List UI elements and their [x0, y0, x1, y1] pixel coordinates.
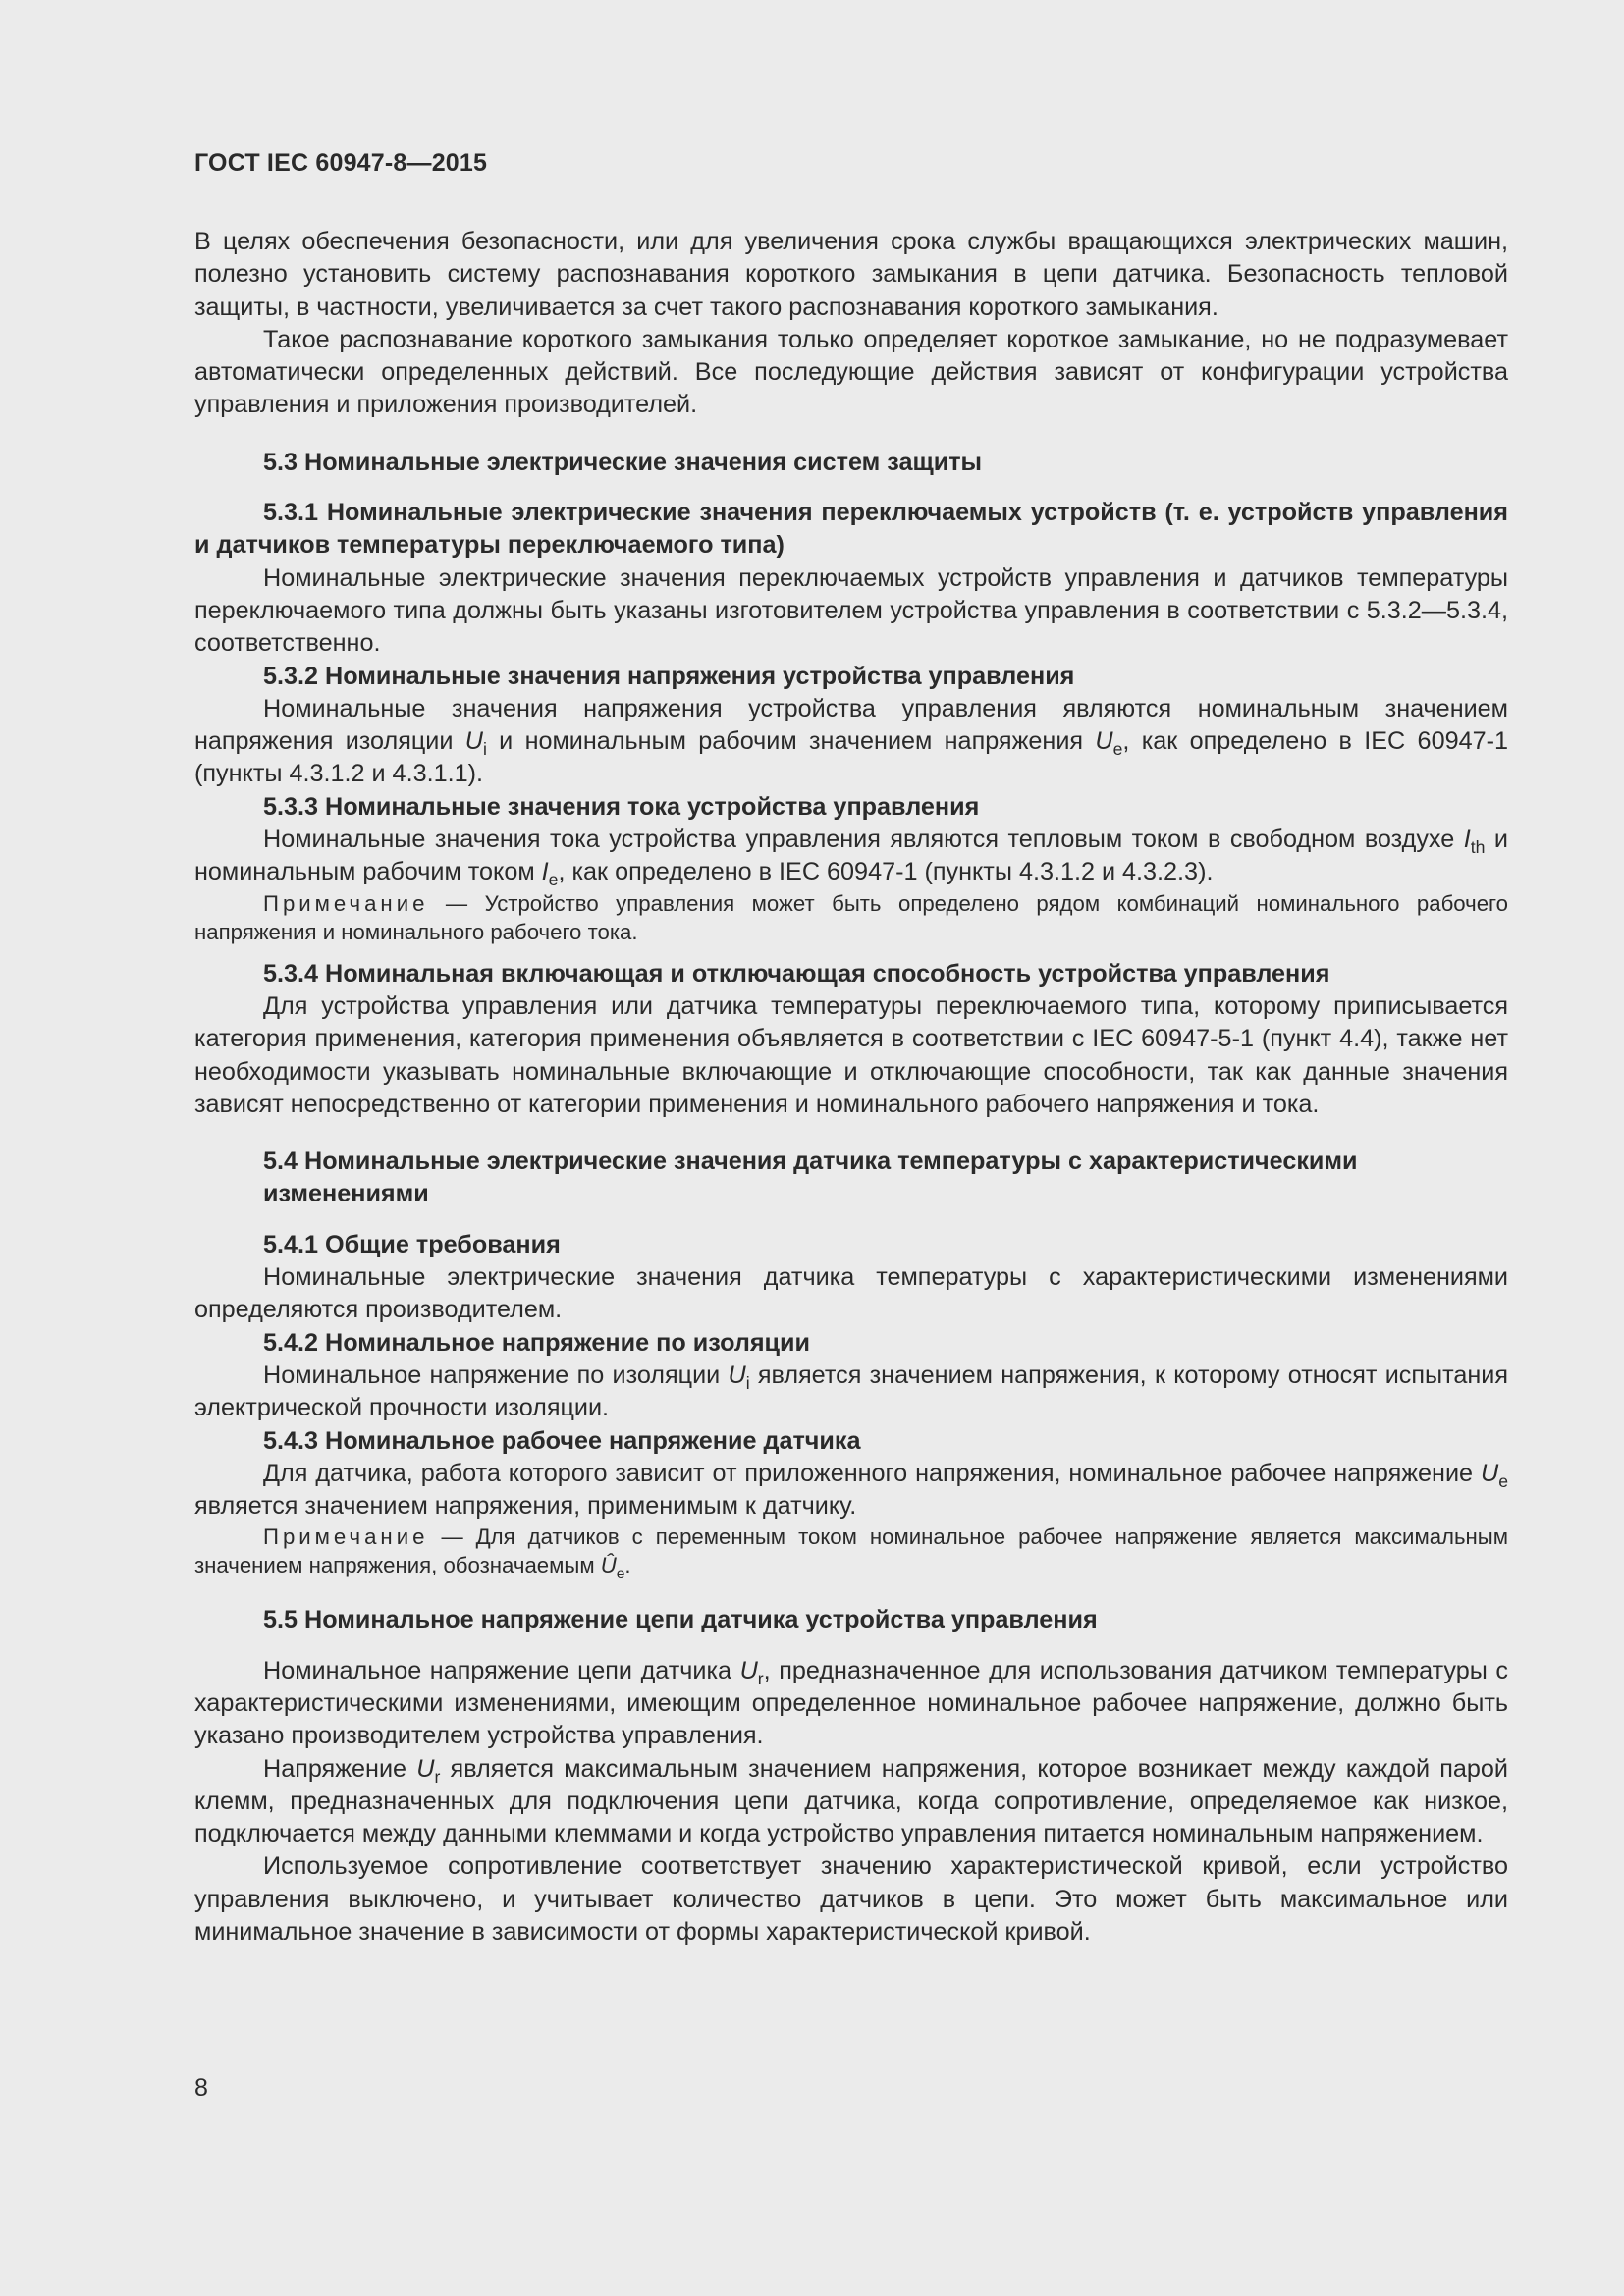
section-5-4-1-heading: 5.4.1 Общие требования: [263, 1230, 561, 1258]
symbol-ur: $U_r$: [739, 1656, 764, 1688]
note-label: Примечание: [263, 890, 429, 916]
section-5-4-2-heading: 5.4.2 Номинальное напряжение по изоляции: [263, 1328, 810, 1357]
section-5-3-1-heading: 5.3.1 Номинальные электрические значения переключаемых устройств (т. е. устройств управления и датчиков температуры переключаемого типа): [194, 499, 1508, 560]
section-5-4-3-heading: 5.4.3 Номинальное рабочее напряжение датчика: [263, 1426, 861, 1455]
section-5-3-2-heading: 5.3.2 Номинальные значения напряжения устройства управления: [263, 662, 1075, 690]
symbol-ue: $U_e$: [1480, 1459, 1508, 1491]
section-5-3-3-text: Номинальные значения тока устройства управления являются тепловым током в свободном воздухе $I_{th}$ и номинальным рабочим током $I_e$, как определено в IEC 60947-1 (пункты 4.3.1.2 и 4.3.2.3).: [194, 826, 1508, 890]
intro-paragraph-1: В целях обеспечения безопасности, или для увеличения срока службы вращающихся электрических машин, полезно установить систему распознавания короткого замыкания в цепи датчика. Безопасность тепловой защиты, в частности, увеличивается за счет такого распознавания короткого замыкания.: [194, 228, 1508, 321]
section-5-3-1-text: Номинальные электрические значения переключаемых устройств управления и датчиков температуры переключаемого типа должны быть указаны изготовителем устройства управления в соответствии с 5.3.2—5.3.4, соответственно.: [194, 563, 1508, 658]
symbol-ith: $I_{th}$: [1463, 826, 1486, 858]
symbol-ue-hat: $Û_e$: [600, 1553, 625, 1583]
symbol-ur: $U_r$: [416, 1754, 441, 1787]
section-5-3-2-text: Номинальные значения напряжения устройства управления являются номинальным значением напряжения изоляции $U_i$ и номинальным рабочим значением напряжения $U_e$, как определено в IEC 60947-1 (пункты 4.3.1.2 и 4.3.1.1).: [194, 694, 1508, 788]
section-5-5-paragraph-3: Используемое сопротивление соответствует значению характеристической кривой, если устройство управления выключено, и учитывает количество датчиков в цепи. Это может быть максимальное или минимальное значение в зависимости от формы характеристической кривой.: [194, 1852, 1508, 1947]
section-5-4-3-note: Примечание — Для датчиков с переменным током номинальное рабочее напряжение является максимальным значением напряжения, обозначаемым $Û_e$.: [194, 1524, 1508, 1583]
symbol-ui: $U_i$: [728, 1361, 750, 1393]
note-label: Примечание: [263, 1524, 429, 1550]
document-body: [194, 226, 1508, 1949]
section-5-4-3-text: Для датчика, работа которого зависит от приложенного напряжения, номинальное рабочее напряжение $U_e$ является значением напряжения, применимым к датчику.: [194, 1459, 1508, 1521]
section-5-4-1-text: Номинальные электрические значения датчика температуры с характеристическими изменениями определяются производителем.: [194, 1263, 1508, 1324]
section-5-3-heading: 5.3 Номинальные электрические значения систем защиты: [263, 448, 983, 476]
section-5-5-heading: 5.5 Номинальное напряжение цепи датчика устройства управления: [263, 1606, 1098, 1634]
section-5-4-heading: 5.4 Номинальные электрические значения датчика температуры с характеристическими изменениями: [263, 1148, 1358, 1208]
section-5-5-paragraph-1: Номинальное напряжение цепи датчика $U_r$, предназначенное для использования датчиком температуры с характеристическими изменениями, имеющим определенное номинальное рабочее напряжение, должно быть указано производителем устройства управления.: [194, 1656, 1508, 1750]
section-5-3-4-heading: 5.3.4 Номинальная включающая и отключающая способность устройства управления: [263, 959, 1330, 988]
intro-paragraph-2: Такое распознавание короткого замыкания только определяет короткое замыкание, но не подразумевает автоматически определенных действий. Все последующие действия зависят от конфигурации устройства управления и приложения производителей.: [194, 325, 1508, 419]
document-header: ГОСТ IEC 60947-8—2015: [194, 149, 488, 177]
section-5-5-paragraph-2: Напряжение $U_r$ является максимальным значением напряжения, которое возникает между каждой парой клемм, предназначенных для подключения цепи датчика, когда сопротивление, определяемое как низкое, подключается между данными клеммами и когда устройство управления питается номинальным напряжением.: [194, 1754, 1508, 1848]
section-5-4-2-text: Номинальное напряжение по изоляции $U_i$ является значением напряжения, к которому относят испытания электрической прочности изоляции.: [194, 1361, 1509, 1422]
page-number: 8: [194, 2074, 208, 2102]
section-5-3-4-text: Для устройства управления или датчика температуры переключаемого типа, которому приписывается категория применения, категория применения объявляется в соответствии с IEC 60947-5-1 (пункт 4.4), также нет необходимости указывать номинальные включающие и отключающие способности, так как данные значения зависят непосредственно от категории применения и номинального рабочего напряжения и тока.: [194, 991, 1508, 1118]
section-5-3-3-note: Примечание — Устройство управления может быть определено рядом комбинаций номинального рабочего напряжения и номинального рабочего тока.: [194, 890, 1508, 944]
section-5-3-3-heading: 5.3.3 Номинальные значения тока устройства управления: [263, 792, 980, 821]
symbol-ui: $U_i$: [464, 727, 487, 760]
symbol-ie: $I_e$: [541, 858, 559, 890]
symbol-ue: $U_e$: [1095, 727, 1123, 760]
